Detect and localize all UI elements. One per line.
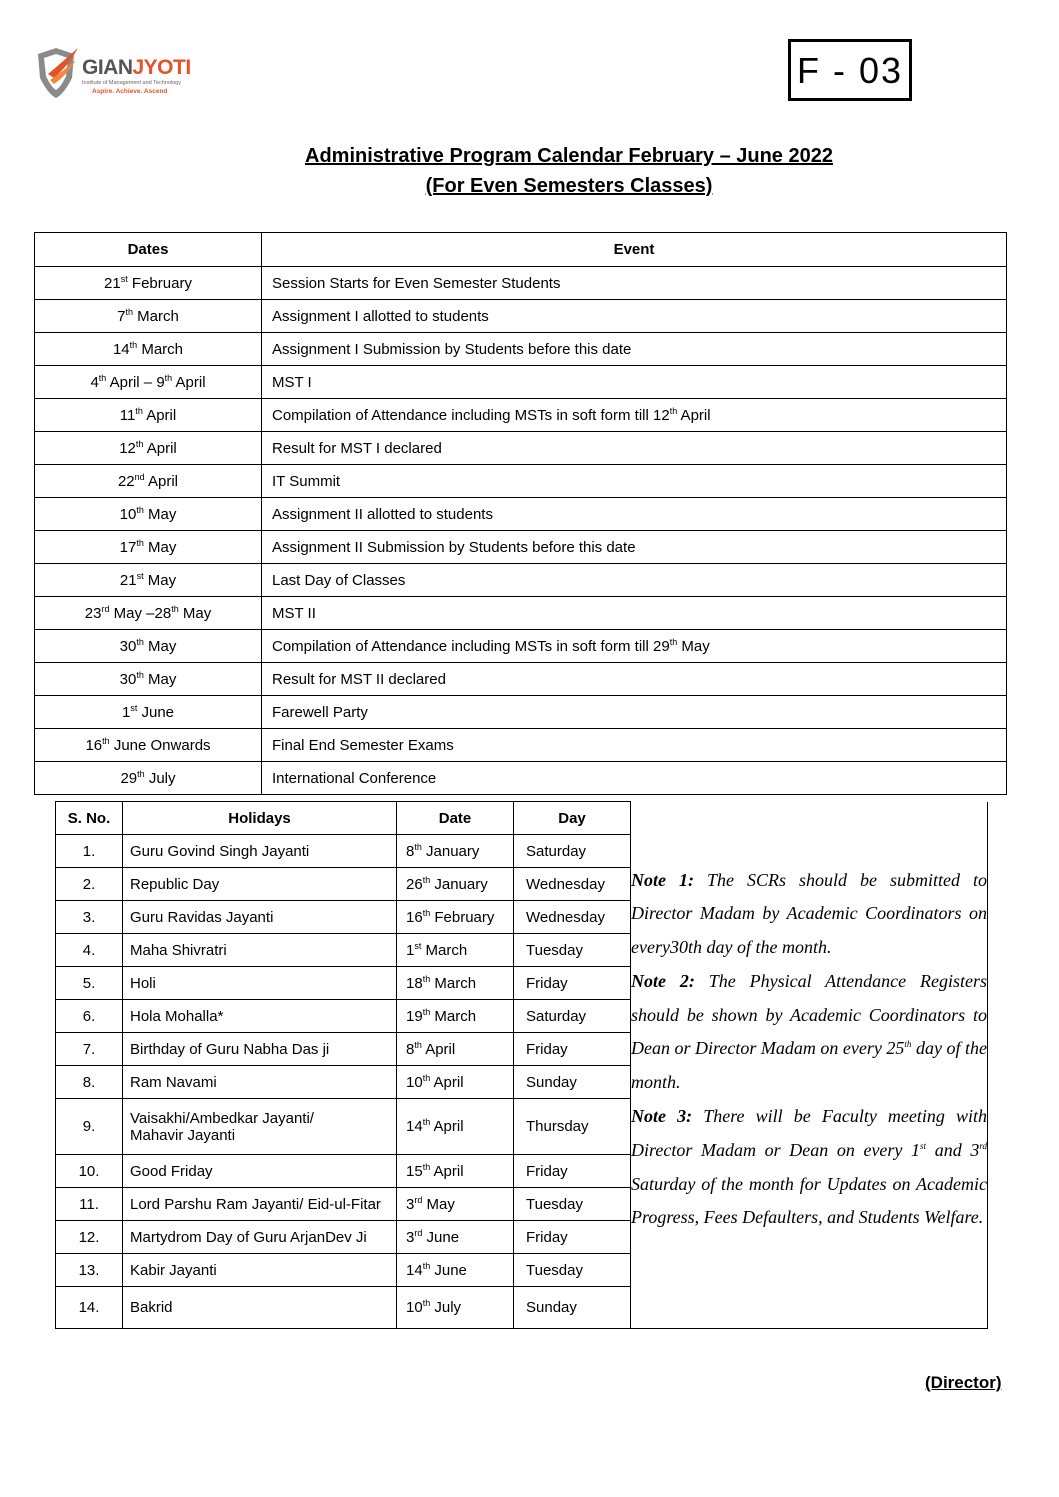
date-suffix: st [120, 273, 128, 284]
date-month: March [137, 340, 184, 358]
date-suffix: th [422, 1298, 431, 1308]
event-text: Result for MST II declared [272, 670, 446, 688]
event-text: Result for MST I declared [272, 439, 442, 457]
date-month: May [143, 670, 177, 688]
note-1-label: Note 1: [631, 869, 694, 890]
sno-text: 11. [79, 1195, 99, 1213]
date-day: 12 [119, 439, 136, 457]
holiday-name [123, 1000, 397, 1033]
day-header: Day [514, 802, 631, 835]
date-day: 26 [406, 875, 423, 893]
event-text: Assignment II Submission by Students before this date [272, 538, 636, 556]
day-text: Friday [526, 1228, 568, 1246]
day-text: Tuesday [526, 941, 583, 959]
date-day: 8 [406, 842, 415, 860]
event-description [262, 729, 1007, 762]
date-month: April [143, 439, 177, 457]
holidays-header-row [56, 802, 988, 835]
event-text: International Conference [272, 769, 437, 787]
date-month: May [422, 1195, 455, 1213]
date-suffix: th [414, 1039, 422, 1050]
date-month: May [143, 538, 177, 556]
events-table [34, 232, 1007, 795]
date-day: 19 [406, 1007, 423, 1025]
holiday-name-text: Lord Parshu Ram Jayanti/ Eid-ul-Fitar [130, 1195, 381, 1213]
event-text: Assignment I allotted to students [272, 307, 489, 325]
holiday-name-text: Holi [130, 974, 156, 992]
date-suffix: th [422, 1260, 431, 1271]
date-suffix: th [136, 537, 144, 548]
day-text: Sunday [526, 1299, 577, 1316]
event-description [262, 366, 1007, 399]
holiday-name [123, 835, 397, 868]
event-text: Final End Semester Exams [272, 736, 454, 754]
event-description [262, 762, 1007, 795]
date-suffix: th [414, 841, 422, 852]
holidays-header: Holidays [123, 802, 397, 835]
holiday-sno [56, 835, 123, 868]
note-3-sup1: st [920, 1140, 927, 1151]
document-subtitle: (For Even Semesters Classes) [425, 175, 713, 197]
date-suffix: th [422, 907, 431, 918]
note-3-text-mid: and 3 [926, 1139, 980, 1160]
event-date [35, 267, 262, 300]
event-date [35, 399, 262, 432]
date-suffix: th [125, 306, 133, 317]
holiday-name-text: Good Friday [130, 1162, 213, 1180]
event-text: Last Day of Classes [272, 571, 406, 589]
holiday-sno [56, 868, 123, 901]
holiday-day [514, 835, 631, 868]
day-text: Saturday [526, 842, 587, 860]
event-row [35, 399, 1007, 432]
holiday-name [123, 868, 397, 901]
date-day: 18 [406, 974, 423, 992]
holiday-day [514, 901, 631, 934]
notes-block [631, 802, 987, 1236]
event-row [35, 762, 1007, 795]
date-day: 1 [406, 941, 415, 959]
date-day: 17 [119, 538, 137, 556]
event-text-end: April [677, 406, 711, 424]
event-row [35, 333, 1007, 366]
holiday-day [514, 868, 631, 901]
date-day: 29 [120, 769, 138, 787]
event-suffix: th [669, 636, 678, 647]
sno-text: 13. [78, 1261, 100, 1279]
dates-header: Dates [35, 233, 262, 267]
date-suffix: th [137, 768, 145, 779]
holiday-date [397, 1221, 514, 1254]
logo-subtitle: Institute of Management and Technology [82, 80, 181, 86]
date-suffix: th [422, 1117, 431, 1127]
logo-wordmark: GIANJYOTI [82, 56, 191, 79]
holiday-name [123, 1099, 397, 1155]
holiday-day [514, 934, 631, 967]
date-month: June [422, 1228, 460, 1246]
date-day: 15 [406, 1162, 423, 1180]
date-month: March [430, 974, 477, 992]
sno-text: 3. [82, 908, 96, 926]
event-row [35, 729, 1007, 762]
holiday-day [514, 1221, 631, 1254]
note-2-sup: th [904, 1039, 912, 1050]
holiday-sno [56, 1287, 123, 1329]
event-description [262, 597, 1007, 630]
institute-logo [34, 44, 204, 104]
holiday-date [397, 1155, 514, 1188]
event-row [35, 300, 1007, 333]
date-month: March [421, 941, 468, 959]
event-date [35, 762, 262, 795]
date-month: January [421, 842, 480, 860]
sno-text: 2. [82, 875, 96, 893]
holiday-name [123, 1066, 397, 1099]
date-suffix: th [422, 1006, 431, 1017]
sno-text: 7. [82, 1040, 96, 1058]
holiday-name-text: Maha Shivratri [130, 941, 227, 959]
date-day: 1 [121, 703, 131, 721]
date-suffix: st [130, 702, 138, 713]
holiday-name [123, 967, 397, 1000]
holiday-day [514, 1188, 631, 1221]
note-3-text-end: Saturday of the month for Updates on Academic Progress, Fees Defaulters, and Students Welfare. [631, 1173, 987, 1228]
date-suffix: rd [414, 1227, 423, 1238]
holiday-date [397, 901, 514, 934]
holiday-date [397, 1000, 514, 1033]
holiday-name-text: Hola Mohalla* [130, 1007, 224, 1025]
sno-text: 8. [82, 1073, 96, 1091]
date-day: 30 [119, 637, 137, 655]
event-row [35, 696, 1007, 729]
holiday-day [514, 1033, 631, 1066]
event-row [35, 498, 1007, 531]
event-row [35, 366, 1007, 399]
holiday-date [397, 1066, 514, 1099]
document-title: Administrative Program Calendar February – June 2022 [305, 145, 833, 167]
holiday-date [397, 868, 514, 901]
date-suffix: th [422, 973, 431, 984]
date-suffix: th [98, 372, 107, 383]
holiday-sno [56, 901, 123, 934]
date-month: May –28 [109, 604, 172, 622]
date-day: 10 [406, 1073, 423, 1091]
date-day: 8 [406, 1040, 415, 1058]
date-month: February [127, 274, 192, 292]
sno-text: 14. [78, 1299, 100, 1316]
event-date [35, 366, 262, 399]
event-date [35, 432, 262, 465]
holiday-name [123, 934, 397, 967]
holiday-date [397, 967, 514, 1000]
holiday-name-text: Guru Ravidas Jayanti [130, 908, 274, 926]
date-suffix: th [164, 372, 173, 383]
event-text: Assignment II allotted to students [272, 505, 493, 523]
date-month: March [133, 307, 179, 325]
form-code-box: F - 03 [788, 39, 912, 101]
day-text: Friday [526, 1040, 568, 1058]
sno-text: 12. [78, 1228, 100, 1246]
holiday-day [514, 1000, 631, 1033]
date-suffix: st [136, 570, 144, 581]
event-row [35, 630, 1007, 663]
holiday-date [397, 934, 514, 967]
event-row [35, 465, 1007, 498]
date-month-end: May [178, 604, 212, 622]
date-day: 22 [117, 472, 135, 490]
date-day: 10 [406, 1299, 423, 1316]
holiday-date [397, 1287, 514, 1329]
holiday-sno [56, 1066, 123, 1099]
holiday-sno [56, 1254, 123, 1287]
holiday-date [397, 1254, 514, 1287]
holiday-sno [56, 1221, 123, 1254]
sno-text: 1. [82, 842, 96, 860]
date-month: May [143, 571, 177, 589]
event-description [262, 696, 1007, 729]
holiday-name-text: Ram Navami [130, 1073, 217, 1091]
event-date [35, 564, 262, 597]
event-suffix: th [669, 405, 678, 416]
notes-cell [631, 802, 988, 1329]
day-text: Thursday [526, 1118, 589, 1135]
event-description [262, 564, 1007, 597]
event-text: Session Starts for Even Semester Students [272, 274, 561, 292]
date-suffix: rd [101, 603, 110, 614]
event-date [35, 465, 262, 498]
date-month: June Onwards [109, 736, 211, 754]
director-signature: (Director) [925, 1373, 1002, 1392]
event-description [262, 300, 1007, 333]
holiday-name [123, 901, 397, 934]
date-header: Date [397, 802, 514, 835]
holidays-table [55, 801, 988, 1329]
date-day: 11 [119, 406, 136, 424]
event-date [35, 663, 262, 696]
holiday-sno [56, 1000, 123, 1033]
date-month: April [430, 1118, 464, 1135]
date-month: June [137, 703, 175, 721]
holiday-name-text: Martydrom Day of Guru ArjanDev Ji [130, 1228, 367, 1246]
holiday-date [397, 1188, 514, 1221]
holiday-name [123, 1033, 397, 1066]
sno-text: 9. [82, 1118, 96, 1135]
date-month: June [430, 1261, 467, 1279]
event-text: MST I [272, 373, 312, 391]
sno-text: 10. [78, 1162, 100, 1180]
holiday-date [397, 1099, 514, 1155]
holiday-name-text: Birthday of Guru Nabha Das ji [130, 1040, 330, 1058]
date-day: 23 [84, 604, 102, 622]
event-row [35, 597, 1007, 630]
event-date [35, 498, 262, 531]
holiday-name [123, 1188, 397, 1221]
date-suffix: th [102, 735, 110, 746]
note-1-text: The SCRs should be submitted to Director Madam by Academic Coordinators on every30th day of the month. [631, 869, 988, 958]
event-description [262, 498, 1007, 531]
holiday-sno [56, 1099, 123, 1155]
sno-text: 5. [82, 974, 96, 992]
event-text-end: May [677, 637, 710, 655]
holiday-name [123, 1254, 397, 1287]
holiday-name-text-2: Mahavir Jayanti [130, 1126, 236, 1144]
event-description [262, 267, 1007, 300]
date-day: 3 [406, 1195, 415, 1213]
date-suffix: th [171, 603, 179, 614]
event-row [35, 432, 1007, 465]
date-suffix: th [129, 339, 138, 350]
note-2-label: Note 2: [631, 970, 695, 991]
date-month: April [144, 472, 179, 490]
note-3-label: Note 3: [631, 1106, 693, 1127]
logo-tagline: Aspire. Achieve. Ascend [92, 88, 168, 95]
date-month-end: April [172, 373, 206, 391]
holiday-sno [56, 934, 123, 967]
event-header: Event [262, 233, 1007, 267]
sno-text: 6. [82, 1007, 96, 1025]
holiday-name-text: Bakrid [130, 1299, 173, 1316]
date-suffix: th [136, 669, 144, 680]
event-row [35, 267, 1007, 300]
event-date [35, 333, 262, 366]
event-row [35, 564, 1007, 597]
date-day: 14 [406, 1261, 423, 1279]
holiday-name [123, 1287, 397, 1329]
holiday-name [123, 1155, 397, 1188]
event-description [262, 465, 1007, 498]
holiday-name-text: Republic Day [130, 875, 220, 893]
event-description [262, 630, 1007, 663]
event-text: IT Summit [272, 472, 341, 490]
holiday-name-text: Guru Govind Singh Jayanti [130, 842, 310, 860]
date-suffix: th [135, 405, 143, 416]
day-text: Friday [526, 974, 568, 992]
holiday-sno [56, 1033, 123, 1066]
event-text: Compilation of Attendance including MSTs in soft form till 29 [272, 637, 670, 655]
holiday-day [514, 1254, 631, 1287]
holiday-name-text: Vaisakhi/Ambedkar Jayanti/ [130, 1109, 314, 1127]
date-suffix: th [136, 636, 144, 647]
date-suffix: nd [134, 471, 145, 482]
events-header-row [35, 233, 1007, 267]
date-month: January [430, 875, 488, 893]
event-text: Assignment I Submission by Students before this date [272, 340, 632, 358]
date-month: April [142, 406, 177, 424]
date-month: July [144, 769, 176, 787]
day-text: Tuesday [526, 1261, 583, 1279]
shield-icon [34, 44, 80, 102]
holiday-sno [56, 1188, 123, 1221]
day-text: Saturday [526, 1007, 587, 1025]
note-2-text: The Physical Attendance Registers should be shown by Academic Coordinators to Dean or Director Madam on every 25 [631, 970, 987, 1059]
date-month: May [143, 637, 177, 655]
event-description [262, 531, 1007, 564]
event-date [35, 300, 262, 333]
day-text: Tuesday [526, 1195, 583, 1213]
event-row [35, 531, 1007, 564]
date-month: April [430, 1073, 464, 1091]
date-suffix: th [422, 1161, 431, 1172]
sno-header: S. No. [56, 802, 123, 835]
date-day: 3 [406, 1228, 415, 1246]
date-month: July [430, 1299, 462, 1316]
holiday-sno [56, 967, 123, 1000]
event-description [262, 333, 1007, 366]
event-description [262, 663, 1007, 696]
event-date [35, 630, 262, 663]
event-text: Compilation of Attendance including MSTs in soft form till 12 [272, 406, 670, 424]
date-day: 4 [90, 373, 99, 391]
holiday-day [514, 1099, 631, 1155]
date-month: April [430, 1162, 464, 1180]
date-day: 21 [119, 571, 137, 589]
date-suffix: st [414, 940, 422, 951]
date-day: 30 [119, 670, 137, 688]
date-day: 16 [85, 736, 103, 754]
holiday-day [514, 1155, 631, 1188]
holiday-name [123, 1221, 397, 1254]
sno-text: 4. [82, 941, 96, 959]
date-day: 21 [104, 274, 121, 292]
event-date [35, 531, 262, 564]
date-day: 14 [112, 340, 130, 358]
date-suffix: th [135, 438, 144, 449]
note-3-text: There will be Faculty meeting with Director Madam or Dean on every 1 [631, 1106, 987, 1160]
date-suffix: th [136, 504, 144, 515]
event-date [35, 696, 262, 729]
event-description [262, 399, 1007, 432]
event-description [262, 432, 1007, 465]
holiday-date [397, 1033, 514, 1066]
holiday-sno [56, 1155, 123, 1188]
date-day: 7 [117, 307, 126, 325]
day-text: Friday [526, 1162, 568, 1180]
date-month: April – 9 [106, 373, 165, 391]
holiday-day [514, 1287, 631, 1329]
event-text: Farewell Party [272, 703, 368, 721]
note-3-sup2: rd [979, 1140, 987, 1151]
event-text: MST II [272, 604, 316, 622]
date-month: May [143, 505, 177, 523]
event-row [35, 663, 1007, 696]
day-text: Sunday [526, 1073, 577, 1091]
note-2-text-end: day of the month. [631, 1038, 987, 1093]
date-day: 10 [119, 505, 137, 523]
day-text: Wednesday [526, 908, 605, 926]
date-month: February [430, 908, 495, 926]
holiday-day [514, 1066, 631, 1099]
date-suffix: th [422, 874, 431, 885]
day-text: Wednesday [526, 875, 605, 893]
date-month: March [430, 1007, 477, 1025]
date-month: April [421, 1040, 456, 1058]
event-date [35, 597, 262, 630]
holiday-name-text: Kabir Jayanti [130, 1261, 217, 1279]
event-date [35, 729, 262, 762]
date-suffix: rd [414, 1194, 423, 1205]
date-suffix: th [422, 1072, 431, 1083]
date-day: 16 [406, 908, 423, 926]
date-day: 14 [406, 1118, 423, 1135]
holiday-day [514, 967, 631, 1000]
holiday-date [397, 835, 514, 868]
